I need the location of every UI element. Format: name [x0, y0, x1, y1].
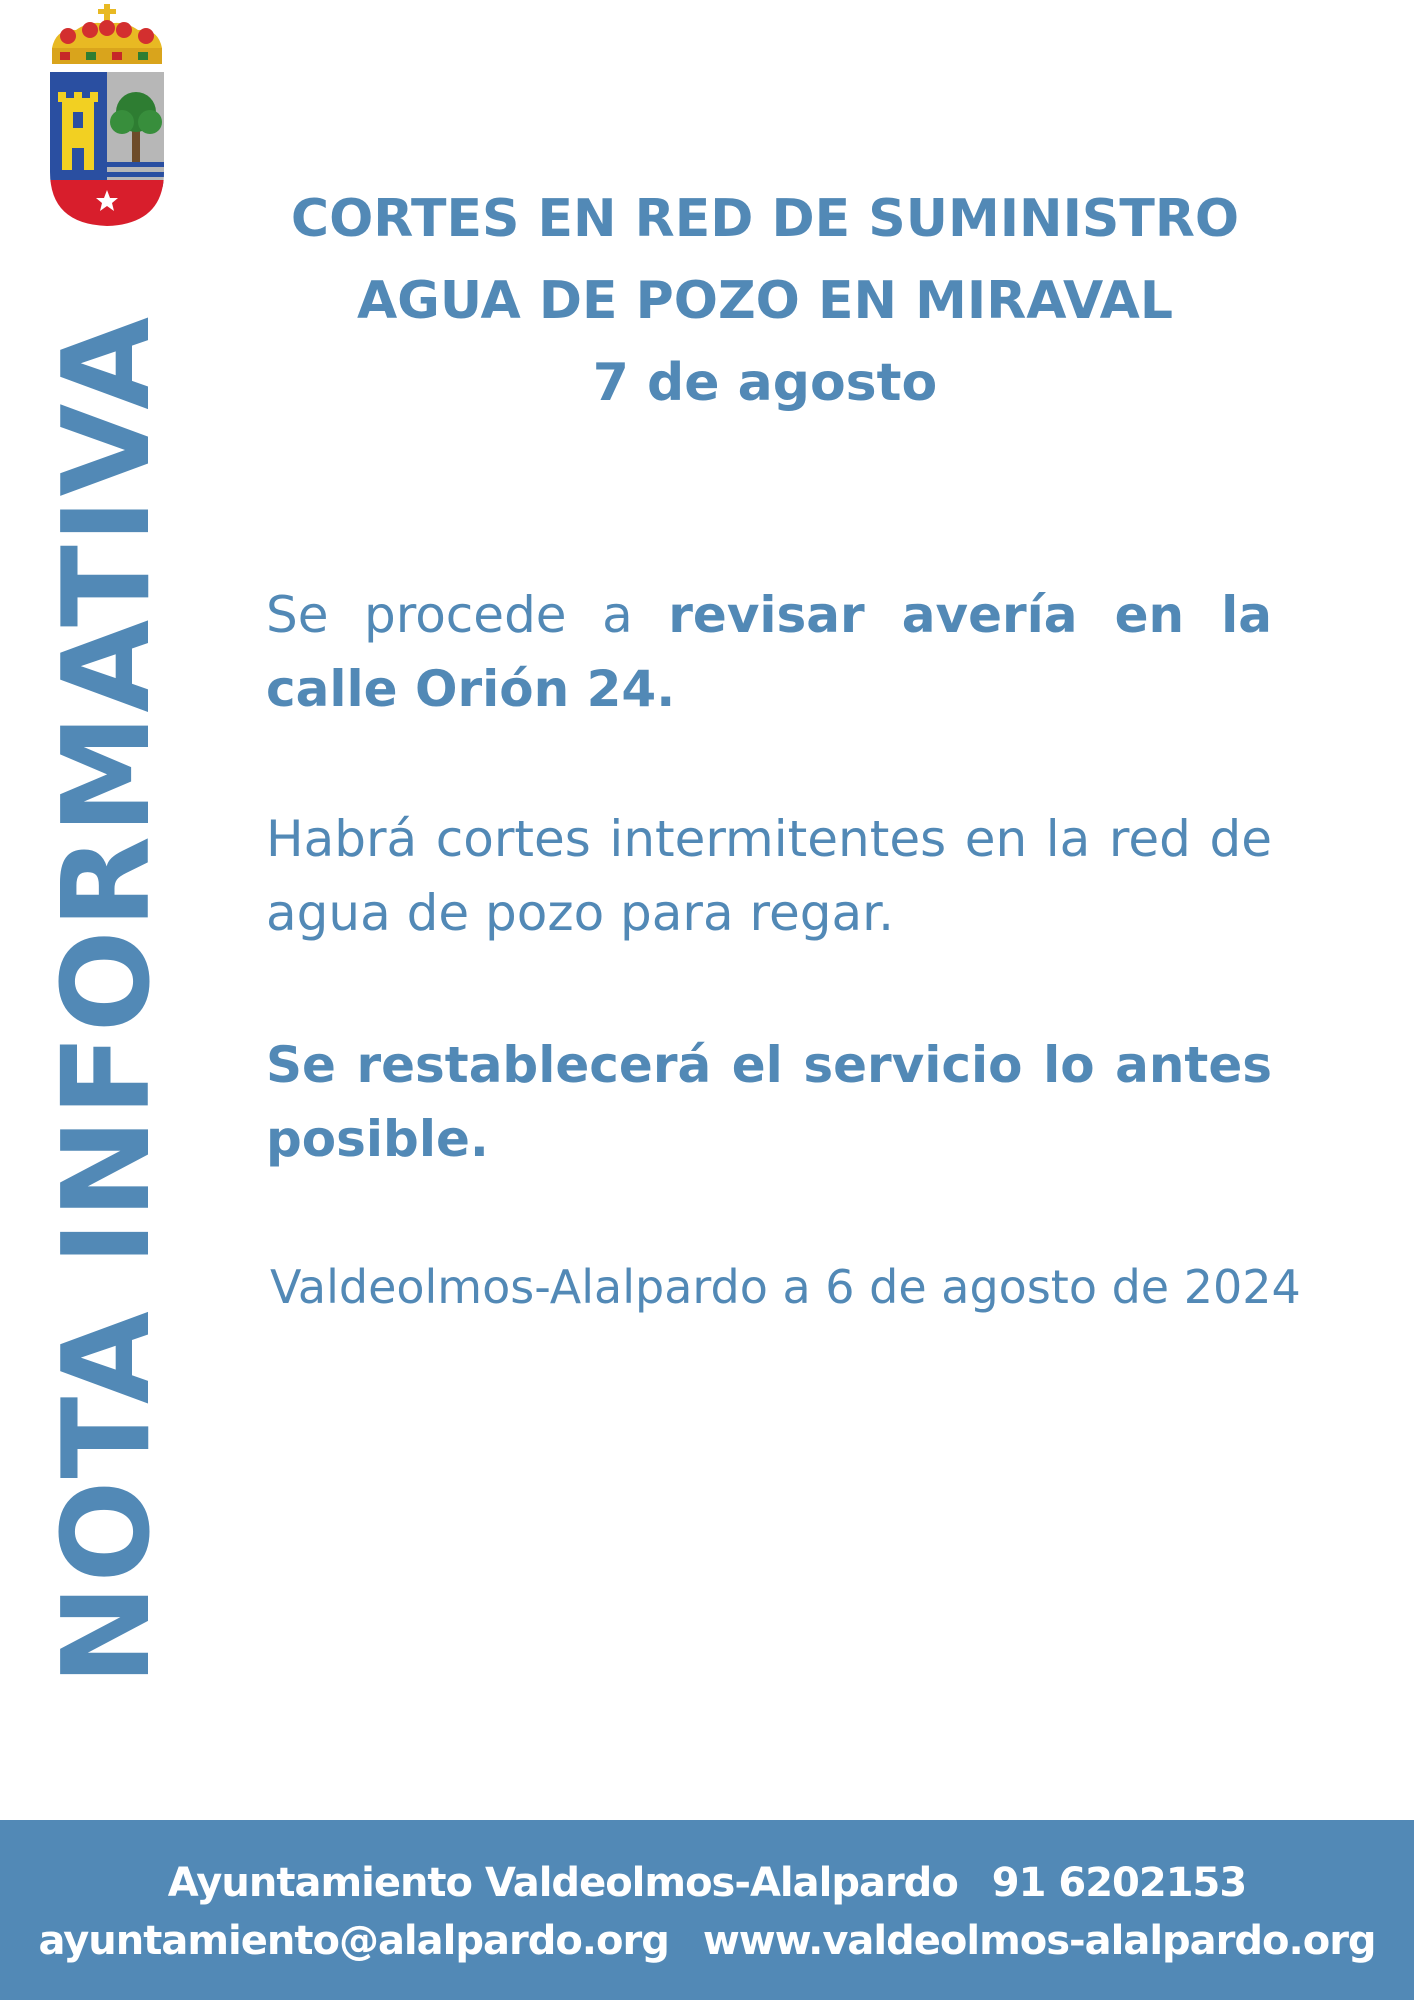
paragraph-repair-intro: Se procede a	[266, 586, 669, 644]
footer-line-2	[0, 1918, 1414, 1964]
notice-heading	[270, 178, 1260, 424]
footer-org: Ayuntamiento Valdeolmos-Alalpardo	[167, 1860, 958, 1906]
paragraph-repair-location: revisar avería en la calle Orión 24.	[266, 586, 1272, 718]
paragraph-interruptions: Habrá cortes intermitentes en la red de agua de pozo para regar.	[266, 810, 1272, 942]
side-title: NOTA INFORMATIVA	[38, 314, 177, 1686]
footer-email[interactable]: ayuntamiento@alalpardo.org	[38, 1918, 669, 1964]
footer-website[interactable]: www.valdeolmos-alalpardo.org	[702, 1918, 1376, 1964]
paragraph-repair	[266, 578, 1272, 726]
footer-line-1	[0, 1860, 1414, 1906]
heading-line-1: CORTES EN RED DE SUMINISTRO	[290, 189, 1240, 249]
footer	[0, 1820, 1414, 2000]
municipal-coat-of-arms-icon	[46, 2, 168, 228]
place-and-date: Valdeolmos-Alalpardo a 6 de agosto de 2024	[270, 1260, 1301, 1314]
heading-line-2: AGUA DE POZO EN MIRAVAL	[356, 271, 1174, 331]
footer-phone: 91 6202153	[991, 1860, 1247, 1906]
heading-line-3: 7 de agosto	[592, 353, 938, 413]
paragraph-restoration: Se restablecerá el servicio lo antes posible.	[266, 1036, 1272, 1168]
